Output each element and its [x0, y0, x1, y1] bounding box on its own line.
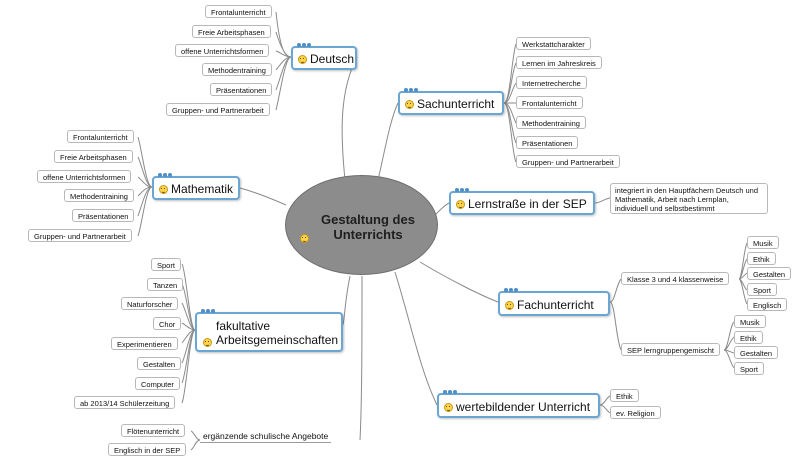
- dots-icon: [504, 288, 518, 293]
- topic-arbeitsgemeinschaften[interactable]: [195, 312, 343, 352]
- topic-sachunterricht[interactable]: [398, 91, 504, 115]
- sachunterricht-item[interactable]: Werkstattcharakter: [516, 37, 591, 50]
- mathematik-item[interactable]: Gruppen- und Partnerarbeit: [28, 229, 132, 242]
- dots-icon: [404, 88, 418, 93]
- topic-deutsch[interactable]: [291, 46, 357, 70]
- fach-sep-item[interactable]: Ethik: [734, 331, 763, 344]
- deutsch-item[interactable]: Präsentationen: [210, 83, 272, 96]
- fachunterricht-subtopic[interactable]: Klasse 3 und 4 klassenweise: [621, 272, 729, 285]
- mathematik-item[interactable]: Präsentationen: [72, 209, 134, 222]
- lernstrasse-note[interactable]: integriert in den Hauptfächern Deutsch und Mathematik, Arbeit nach Lernplan, individuell und selbstbestimmt: [610, 183, 768, 214]
- deutsch-item[interactable]: offene Unterrichtsformen: [175, 44, 269, 57]
- topic-fachunterricht-label: Fachunterricht: [517, 298, 594, 312]
- sachunterricht-item[interactable]: Methodentraining: [516, 116, 586, 129]
- sachunterricht-item[interactable]: Frontalunterricht: [516, 96, 583, 109]
- fach-klasse-item[interactable]: Gestalten: [747, 267, 791, 280]
- ag-item[interactable]: Tanzen: [147, 278, 183, 291]
- ag-item[interactable]: Chor: [153, 317, 181, 330]
- mathematik-item[interactable]: Frontalunterricht: [67, 130, 134, 143]
- sachunterricht-item[interactable]: Gruppen- und Partnerarbeit: [516, 155, 620, 168]
- topic-ag-label-line2: Arbeitsgemeinschaften: [216, 333, 339, 347]
- ag-item[interactable]: Computer: [135, 377, 180, 390]
- mathematik-item[interactable]: Freie Arbeitsphasen: [54, 150, 133, 163]
- topic-fachunterricht[interactable]: [498, 291, 610, 316]
- ag-item[interactable]: ab 2013/14 Schülerzeitung: [74, 396, 175, 409]
- dots-icon: [158, 173, 172, 178]
- topic-ag-label-line1: fakultative: [216, 319, 271, 333]
- dots-icon: [201, 309, 215, 314]
- smiley-icon: [405, 100, 414, 109]
- ergaenzende-item[interactable]: Flötenunterricht: [121, 424, 185, 437]
- werte-item[interactable]: Ethik: [610, 389, 639, 402]
- werte-item[interactable]: ev. Religion: [610, 406, 661, 419]
- fach-sep-item[interactable]: Musik: [734, 315, 766, 328]
- deutsch-item[interactable]: Freie Arbeitsphasen: [192, 25, 271, 38]
- fach-sep-item[interactable]: Gestalten: [734, 346, 778, 359]
- sachunterricht-item[interactable]: Präsentationen: [516, 136, 578, 149]
- smiley-icon: [505, 301, 514, 310]
- mathematik-item[interactable]: offene Unterrichtsformen: [37, 170, 131, 183]
- smiley-icon: [300, 234, 309, 243]
- topic-mathematik[interactable]: [152, 176, 240, 200]
- ergaenzende-item[interactable]: Englisch in der SEP: [108, 443, 186, 456]
- fach-klasse-item[interactable]: Ethik: [747, 252, 776, 265]
- topic-deutsch-label: Deutsch: [310, 52, 355, 66]
- topic-lernstrasse-label: Lernstraße in der SEP: [468, 197, 587, 211]
- fach-klasse-item[interactable]: Englisch: [747, 298, 787, 311]
- fach-klasse-item[interactable]: Musik: [747, 236, 779, 249]
- deutsch-item[interactable]: Methodentraining: [202, 63, 272, 76]
- sachunterricht-item[interactable]: Lernen im Jahreskreis: [516, 56, 602, 69]
- dots-icon: [443, 390, 457, 395]
- deutsch-item[interactable]: Frontalunterricht: [205, 5, 272, 18]
- topic-mathematik-label: Mathematik: [171, 182, 234, 196]
- ag-item[interactable]: Gestalten: [137, 357, 181, 370]
- deutsch-item[interactable]: Gruppen- und Partnerarbeit: [166, 103, 270, 116]
- fachunterricht-subtopic[interactable]: SEP lerngruppengemischt: [621, 343, 720, 356]
- smiley-icon: [456, 200, 465, 209]
- dots-icon: [297, 43, 311, 48]
- fach-klasse-item[interactable]: Sport: [747, 283, 777, 296]
- smiley-icon: [444, 403, 453, 412]
- topic-wertebildender-unterricht[interactable]: [437, 393, 600, 418]
- topic-sachunterricht-label: Sachunterricht: [417, 97, 495, 111]
- mathematik-item[interactable]: Methodentraining: [64, 189, 134, 202]
- fach-sep-item[interactable]: Sport: [734, 362, 764, 375]
- dots-icon: [455, 188, 469, 193]
- smiley-icon: [203, 338, 212, 347]
- smiley-icon: [298, 55, 307, 64]
- sachunterricht-item[interactable]: Internetrecherche: [516, 76, 587, 89]
- ag-item[interactable]: Experimentieren: [111, 337, 178, 350]
- smiley-icon: [159, 185, 168, 194]
- topic-werte-label: wertebildender Unterricht: [456, 400, 591, 414]
- central-topic-title: Gestaltung des Unterrichts: [321, 212, 415, 242]
- ag-item[interactable]: Sport: [151, 258, 181, 271]
- topic-ergaenzende-angebote[interactable]: ergänzende schulische Angebote: [200, 430, 331, 443]
- ag-item[interactable]: Naturforscher: [121, 297, 178, 310]
- topic-lernstrasse[interactable]: [449, 191, 595, 215]
